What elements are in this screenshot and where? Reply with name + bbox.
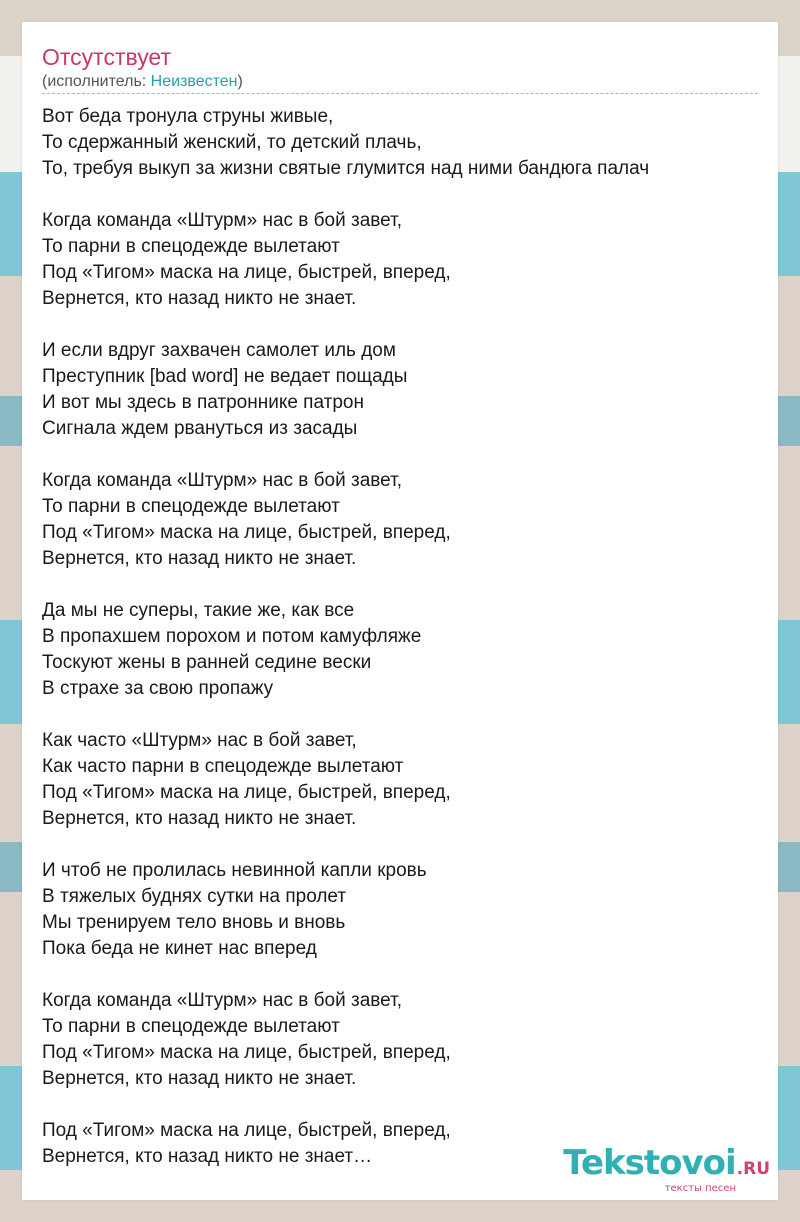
lyrics-stanza <box>42 988 758 1092</box>
lyrics-line: Когда команда «Штурм» нас в бой завет, <box>42 990 402 1011</box>
logo-tld: .RU <box>736 1159 770 1179</box>
lyrics-line: Сигнала ждем рвануться из засады <box>42 418 358 439</box>
lyrics-line: Под «Тигом» маска на лице, быстрей, вперед, <box>42 522 451 543</box>
lyrics-stanza <box>42 858 758 962</box>
lyrics-line: Вернется, кто назад никто не знает. <box>42 808 357 829</box>
divider <box>42 93 758 94</box>
lyrics-line: Как часто парни в спецодежде вылетают <box>42 756 404 777</box>
lyrics-line: И чтоб не пролилась невинной капли кровь <box>42 860 427 881</box>
lyrics-stanza <box>42 728 758 832</box>
lyrics-line: То сдержанный женский, то детский плачь, <box>42 132 422 153</box>
logo-wordmark <box>563 1145 770 1187</box>
lyrics-stanza <box>42 208 758 312</box>
lyrics-line: То парни в спецодежде вылетают <box>42 236 340 257</box>
lyrics-line: То парни в спецодежде вылетают <box>42 496 340 517</box>
artist-link[interactable]: Неизвестен <box>150 73 238 90</box>
lyrics-line: Пока беда не кинет нас вперед <box>42 938 317 959</box>
lyrics-line: То, требуя выкуп за жизни святые глумится над ними бандюга палач <box>42 158 650 179</box>
lyrics-line: Под «Тигом» маска на лице, быстрей, вперед, <box>42 262 451 283</box>
lyrics-line: Да мы не суперы, такие же, как все <box>42 600 355 621</box>
artist-prefix: (исполнитель: <box>42 73 151 90</box>
lyrics-line: Вернется, кто назад никто не знает. <box>42 548 357 569</box>
lyrics-line: Преступник [bad word] не ведает пощады <box>42 366 408 387</box>
site-logo[interactable] <box>563 1145 770 1194</box>
artist-suffix: ) <box>237 73 243 90</box>
lyrics-line: И вот мы здесь в патроннике патрон <box>42 392 364 413</box>
lyrics-line: Под «Тигом» маска на лице, быстрей, вперед, <box>42 1042 451 1063</box>
logo-tagline: тексты песен <box>664 1183 736 1194</box>
lyrics-line: Под «Тигом» маска на лице, быстрей, вперед, <box>42 782 451 803</box>
logo-name: Tekstovoi <box>563 1143 736 1183</box>
lyrics-card <box>22 22 778 1200</box>
lyrics-line: В тяжелых буднях сутки на пролет <box>42 886 347 907</box>
lyrics-line: Вернется, кто назад никто не знает… <box>42 1146 373 1167</box>
lyrics-line: В страхе за свою пропажу <box>42 678 274 699</box>
song-title: Отсутствует <box>42 44 171 70</box>
lyrics-line: Как часто «Штурм» нас в бой завет, <box>42 730 357 751</box>
lyrics-line: Когда команда «Штурм» нас в бой завет, <box>42 210 402 231</box>
lyrics-stanza <box>42 598 758 702</box>
lyrics-line: То парни в спецодежде вылетают <box>42 1016 340 1037</box>
lyrics-stanza <box>42 338 758 442</box>
lyrics-line: Вернется, кто назад никто не знает. <box>42 288 357 309</box>
lyrics-line: В пропахшем порохом и потом камуфляже <box>42 626 422 647</box>
lyrics-line: И если вдруг захвачен самолет иль дом <box>42 340 396 361</box>
lyrics-line: Под «Тигом» маска на лице, быстрей, вперед, <box>42 1120 451 1141</box>
lyrics-text <box>42 104 758 1196</box>
artist-line <box>42 72 243 92</box>
lyrics-line: Когда команда «Штурм» нас в бой завет, <box>42 470 402 491</box>
lyrics-line: Тоскуют жены в ранней седине вески <box>42 652 372 673</box>
lyrics-stanza <box>42 468 758 572</box>
lyrics-line: Вот беда тронула струны живые, <box>42 106 334 127</box>
lyrics-line: Мы тренируем тело вновь и вновь <box>42 912 346 933</box>
lyrics-line: Вернется, кто назад никто не знает. <box>42 1068 357 1089</box>
lyrics-stanza <box>42 104 758 182</box>
